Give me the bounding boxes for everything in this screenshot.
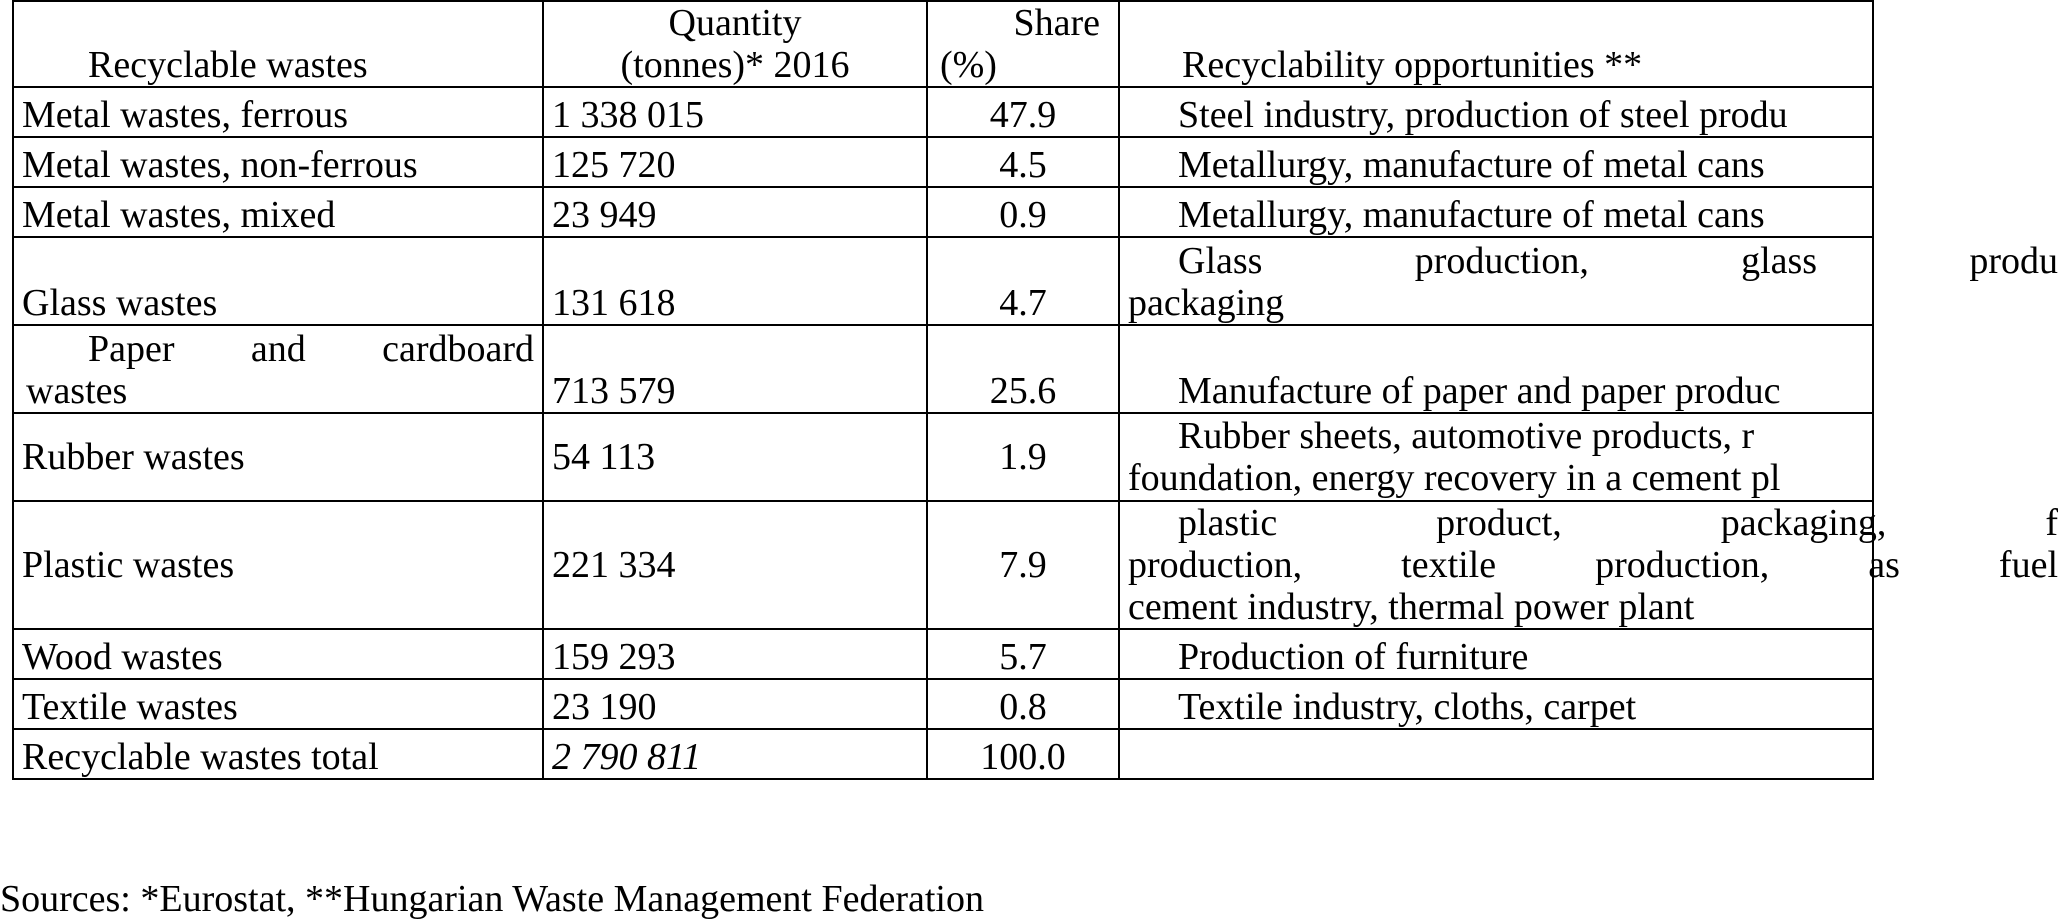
- source-note: Sources: *Eurostat, **Hungarian Waste Management Federation: [0, 878, 984, 920]
- table-header-row: [13, 1, 1873, 87]
- opportunity-line: Glass production, glass produ: [1178, 240, 2058, 282]
- header-share-line2: (%): [940, 44, 997, 86]
- opportunity-line: foundation, energy recovery in a cement pl: [1128, 457, 1781, 499]
- cell-opportunities: [1119, 237, 2058, 325]
- table-row: [13, 187, 1873, 237]
- opportunity-line: Rubber sheets, automotive products, r: [1178, 415, 1755, 457]
- table-row: [13, 237, 1873, 325]
- opportunity-line: cement industry, thermal power plant: [1128, 586, 1695, 628]
- cell-share: 0.8: [927, 679, 1119, 729]
- header-recyclable-wastes: Recyclable wastes: [13, 1, 543, 87]
- cell-waste-name: Metal wastes, non-ferrous: [13, 137, 543, 187]
- header-quantity-line1: Quantity: [668, 2, 802, 44]
- table-row: [13, 137, 1873, 187]
- header-quantity: [543, 1, 927, 87]
- opportunity-line: Steel industry, production of steel produ: [1178, 94, 1788, 136]
- cell-total-label: Recyclable wastes total: [13, 729, 543, 779]
- opportunity-line: Manufacture of paper and paper produc: [1178, 370, 1781, 412]
- cell-opportunities: [1119, 501, 2058, 629]
- cell-opportunities: [1119, 413, 1873, 501]
- recyclable-wastes-table: [12, 0, 2058, 780]
- header-recyclability-opportunities: Recyclability opportunities **: [1119, 1, 1873, 87]
- waste-name-line1: Paper and cardboard: [88, 328, 534, 370]
- waste-name-line2: wastes: [26, 370, 128, 412]
- cell-quantity: 54 113: [543, 413, 927, 501]
- cell-total-share: 100.0: [927, 729, 1119, 779]
- table-row: [13, 679, 1873, 729]
- cell-quantity: 159 293: [543, 629, 927, 679]
- header-quantity-line2: (tonnes)* 2016: [620, 44, 850, 86]
- cell-waste-name: [13, 325, 543, 413]
- cell-waste-name: Textile wastes: [13, 679, 543, 729]
- opportunity-line: Textile industry, cloths, carpet: [1178, 686, 1637, 728]
- cell-share: 1.9: [927, 413, 1119, 501]
- table-row: [13, 501, 1873, 629]
- cell-waste-name: Plastic wastes: [13, 501, 543, 629]
- cell-waste-name: Metal wastes, mixed: [13, 187, 543, 237]
- cell-share: 4.7: [927, 237, 1119, 325]
- cell-opportunities: [1119, 87, 1873, 137]
- cell-share: 7.9: [927, 501, 1119, 629]
- cell-quantity: 1 338 015: [543, 87, 927, 137]
- cell-quantity: 221 334: [543, 501, 927, 629]
- table-row: [13, 629, 1873, 679]
- cell-quantity: 23 190: [543, 679, 927, 729]
- opportunity-line: packaging: [1128, 282, 1285, 324]
- cell-opportunities: [1119, 137, 1873, 187]
- opportunity-line: plastic product, packaging, f: [1178, 502, 2058, 544]
- cell-opportunities: [1119, 187, 1873, 237]
- cell-share: 4.5: [927, 137, 1119, 187]
- cell-share: 5.7: [927, 629, 1119, 679]
- cell-share: 25.6: [927, 325, 1119, 413]
- header-share: [927, 1, 1119, 87]
- cell-opportunities-empty: [1119, 729, 1873, 779]
- opportunity-line: Metallurgy, manufacture of metal cans: [1178, 194, 1765, 236]
- cell-opportunities: [1119, 679, 1873, 729]
- cell-opportunities: [1119, 629, 1873, 679]
- cell-opportunities: [1119, 325, 1873, 413]
- table-row: [13, 87, 1873, 137]
- cell-quantity: 131 618: [543, 237, 927, 325]
- cell-share: 0.9: [927, 187, 1119, 237]
- cell-share: 47.9: [927, 87, 1119, 137]
- table-row: [13, 325, 1873, 413]
- cell-waste-name: Metal wastes, ferrous: [13, 87, 543, 137]
- cell-waste-name: Wood wastes: [13, 629, 543, 679]
- cell-quantity: 23 949: [543, 187, 927, 237]
- cell-total-quantity: 2 790 811: [543, 729, 927, 779]
- table-row: [13, 413, 1873, 501]
- opportunity-line: Production of furniture: [1178, 636, 1529, 678]
- cell-quantity: 125 720: [543, 137, 927, 187]
- header-share-line1: Share: [1013, 2, 1100, 44]
- opportunity-line: production, textile production, as fuel: [1128, 544, 2058, 586]
- cell-waste-name: Rubber wastes: [13, 413, 543, 501]
- table-total-row: [13, 729, 1873, 779]
- cell-waste-name: Glass wastes: [13, 237, 543, 325]
- opportunity-line: Metallurgy, manufacture of metal cans: [1178, 144, 1765, 186]
- cell-quantity: 713 579: [543, 325, 927, 413]
